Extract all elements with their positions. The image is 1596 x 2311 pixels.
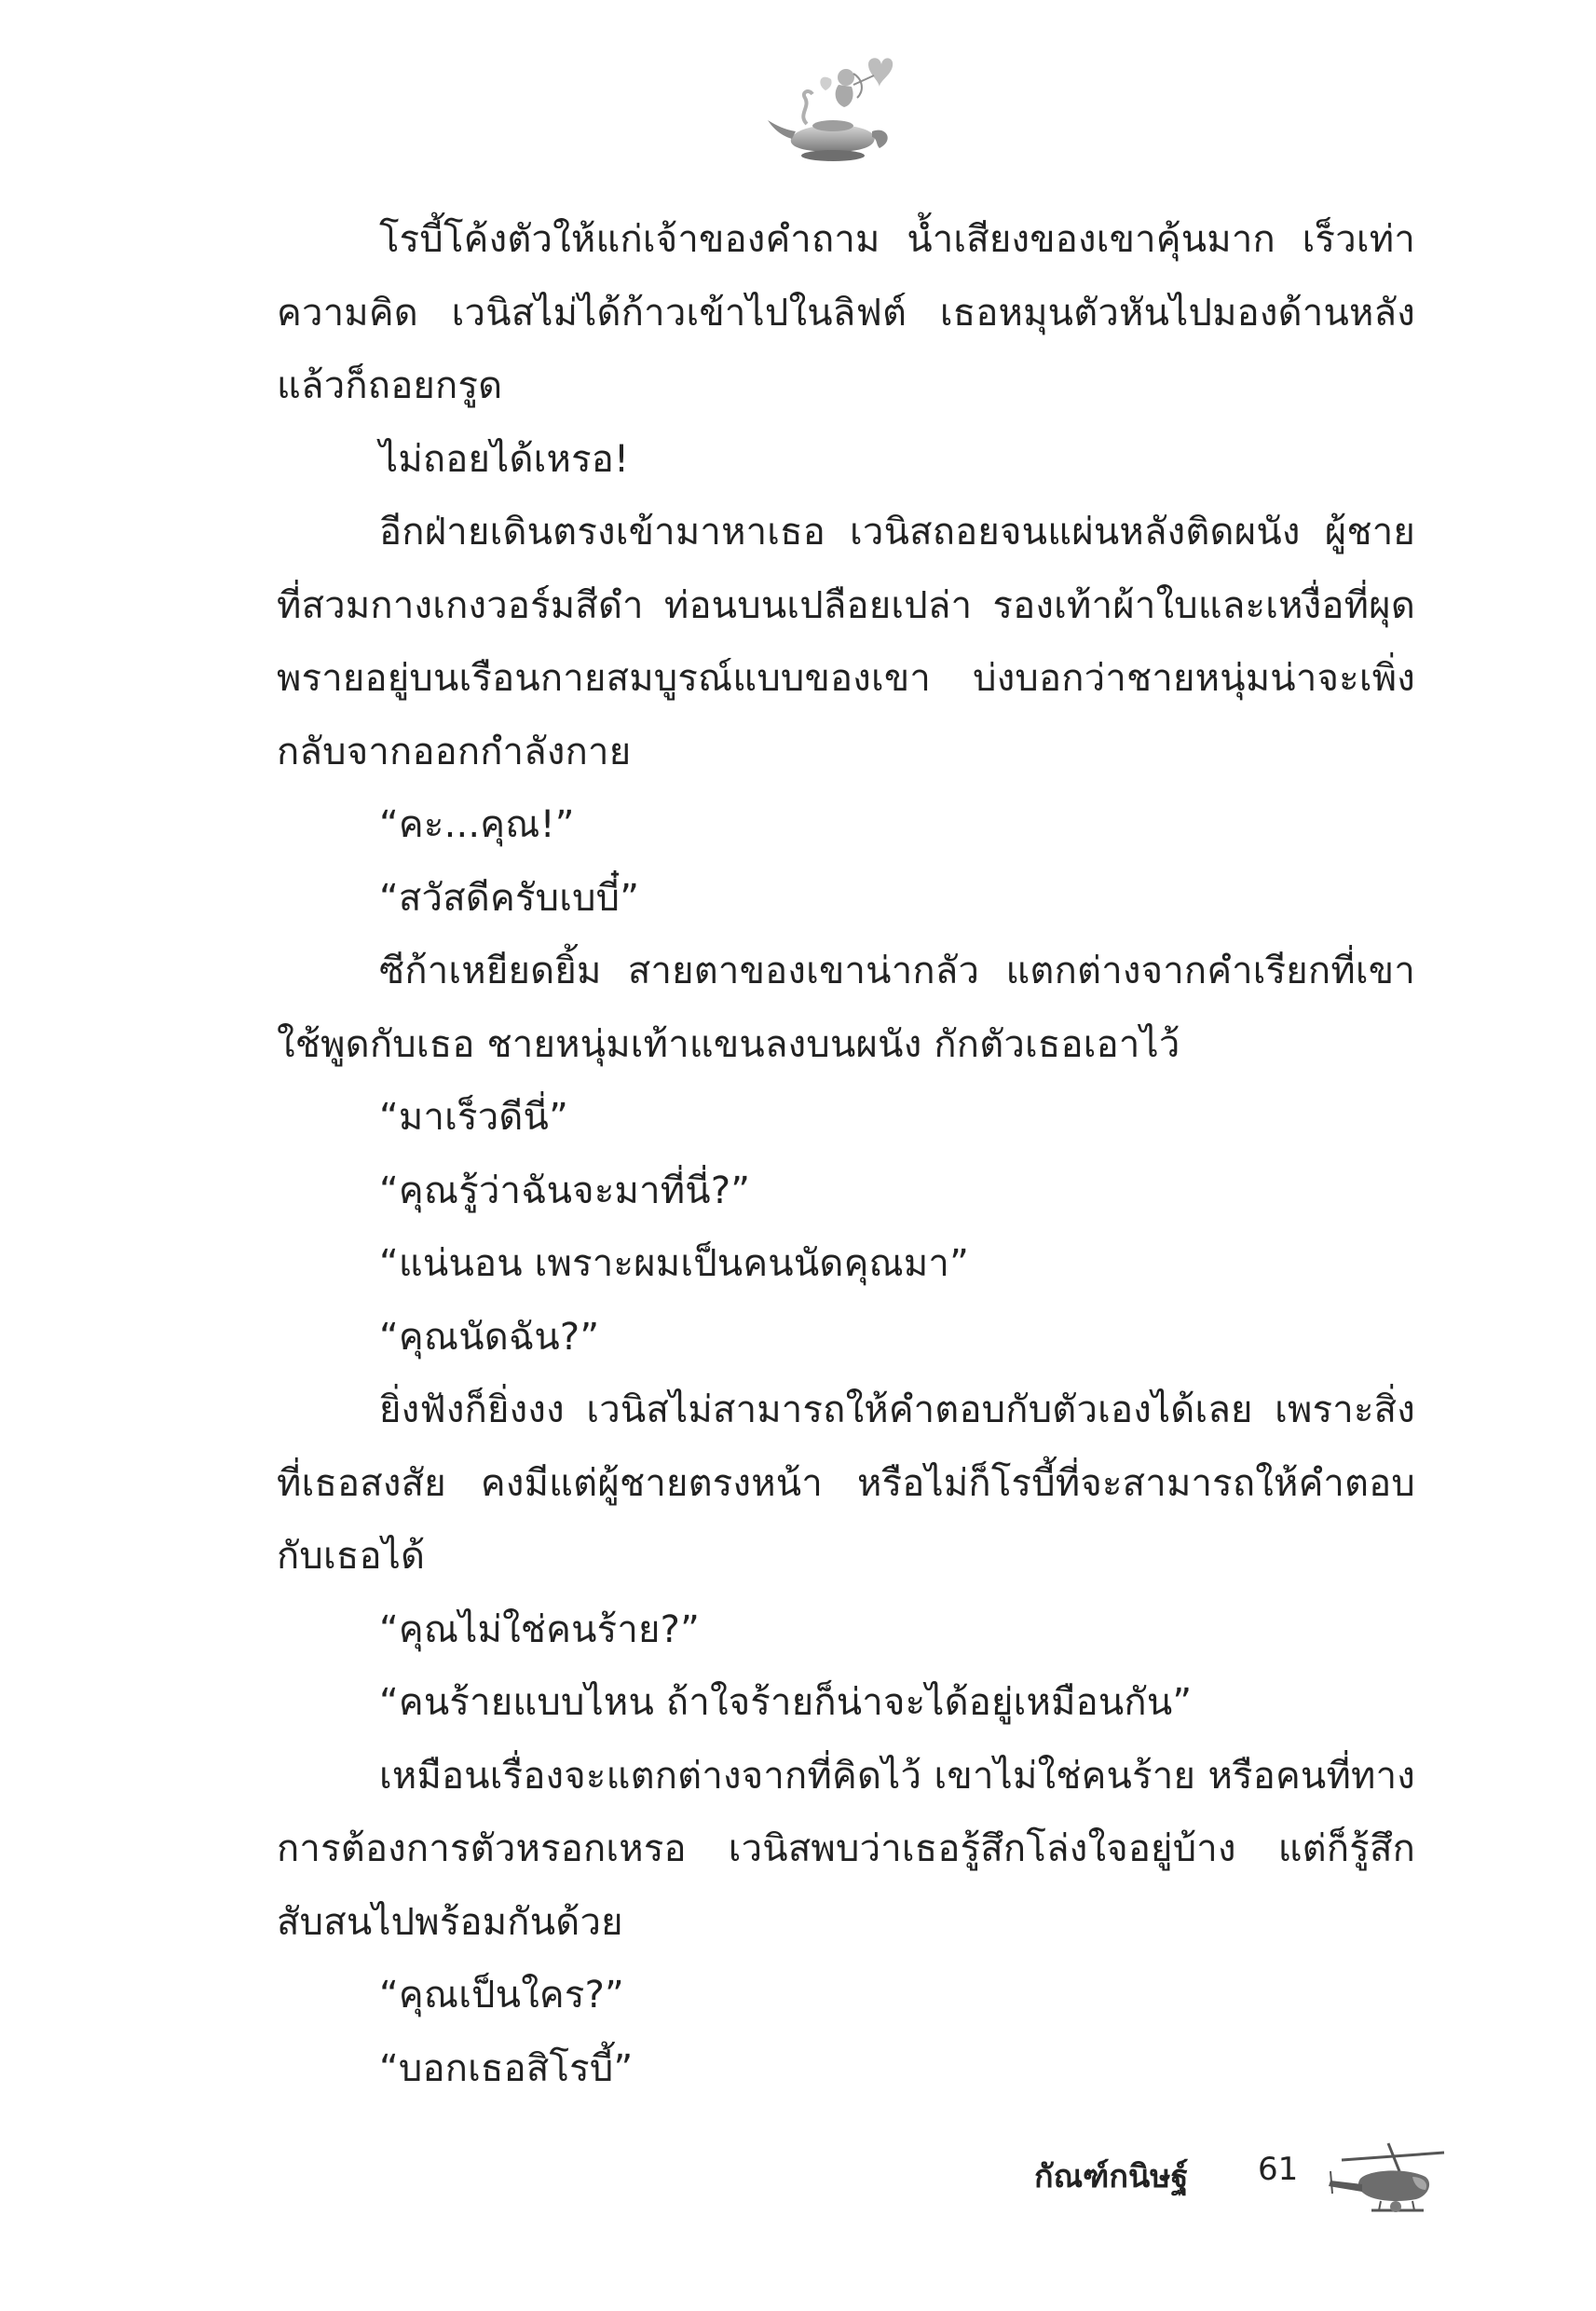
narration-paragraph: โรบี้โค้งตัวให้แก่เจ้าของคำถาม น้ำเสียงของเขาคุ้นมาก เร็วเท่าความคิด เวนิสไม่ได้ก้าวเข้าไปในลิฟต์ เธอหมุนตัวหันไปมองด้านหลังแล้วก็ถอยกรูด [277,218,1415,407]
dialogue-line: “คุณนัดฉัน?” [379,1315,600,1359]
dialogue-line: “บอกเธอสิโรบี้” [379,2046,634,2090]
narration-paragraph: ซีก้าเหยียดยิ้ม สายตาของเขาน่ากลัว แตกต่างจากคำเรียกที่เขาใช้พูดกับเธอ ชายหนุ่มเท้าแขนลงบนผนัง กักตัวเธอเอาไว้ [277,950,1415,1066]
dialogue-line: “สวัสดีครับเบบี๋” [379,876,640,920]
dialogue-line: “แน่นอน เพราะผมเป็นคนนัดคุณมา” [379,1242,969,1285]
dialogue-line: “มาเร็วดีนี่” [379,1096,569,1139]
narration-paragraph: เหมือนเรื่องจะแตกต่างจากที่คิดไว้ เขาไม่ใช่คนร้าย หรือคนที่ทางการต้องการตัวหรอกเหรอ เวนิสพบว่าเธอรู้สึกโล่งใจอยู่บ้าง แต่ก็รู้สึกสับสนไปพร้อมกันด้วย [277,1754,1415,1944]
teapot-cupid-ornament-icon [764,51,904,168]
narration-paragraph: ไม่ถอยได้เหรอ! [379,437,630,481]
dialogue-line: “คุณรู้ว่าฉันจะมาที่นี่?” [379,1169,751,1212]
dialogue-line: “คุณไม่ใช่คนร้าย?” [379,1607,700,1651]
narration-paragraph: ยิ่งฟังก็ยิ่งงง เวนิสไม่สามารถให้คำตอบกับตัวเองได้เลย เพราะสิ่งที่เธอสงสัย คงมีแต่ผู้ชายตรงหน้า หรือไม่ก็โรบี้ที่จะสามารถให้คำตอบกับเธอได้ [277,1388,1415,1578]
page-number: 61 [1258,2151,1299,2188]
page-footer [1006,2134,1453,2227]
dialogue-line: “คะ...คุณ!” [379,803,575,846]
dialogue-line: “คุณเป็นใคร?” [379,1974,624,2017]
helicopter-icon [1323,2134,1453,2227]
dialogue-line: “คนร้ายแบบไหน ถ้าใจร้ายก็น่าจะได้อยู่เหมือนกัน” [379,1681,1193,1724]
narration-paragraph: อีกฝ่ายเดินตรงเข้ามาหาเธอ เวนิสถอยจนแผ่นหลังติดผนัง ผู้ชายที่สวมกางเกงวอร์มสีดำ ท่อนบนเปลือยเปล่า รองเท้าผ้าใบและเหงื่อที่ผุดพรายอยู่บนเรือนกายสมบูรณ์แบบของเขา บ่งบอกว่าชายหนุ่มน่าจะเพิ่งกลับจากออกกำลังกาย [277,511,1415,773]
author-name: กัณฑ์กนิษฐ์ [1034,2158,1189,2195]
text-body [277,203,1415,2105]
